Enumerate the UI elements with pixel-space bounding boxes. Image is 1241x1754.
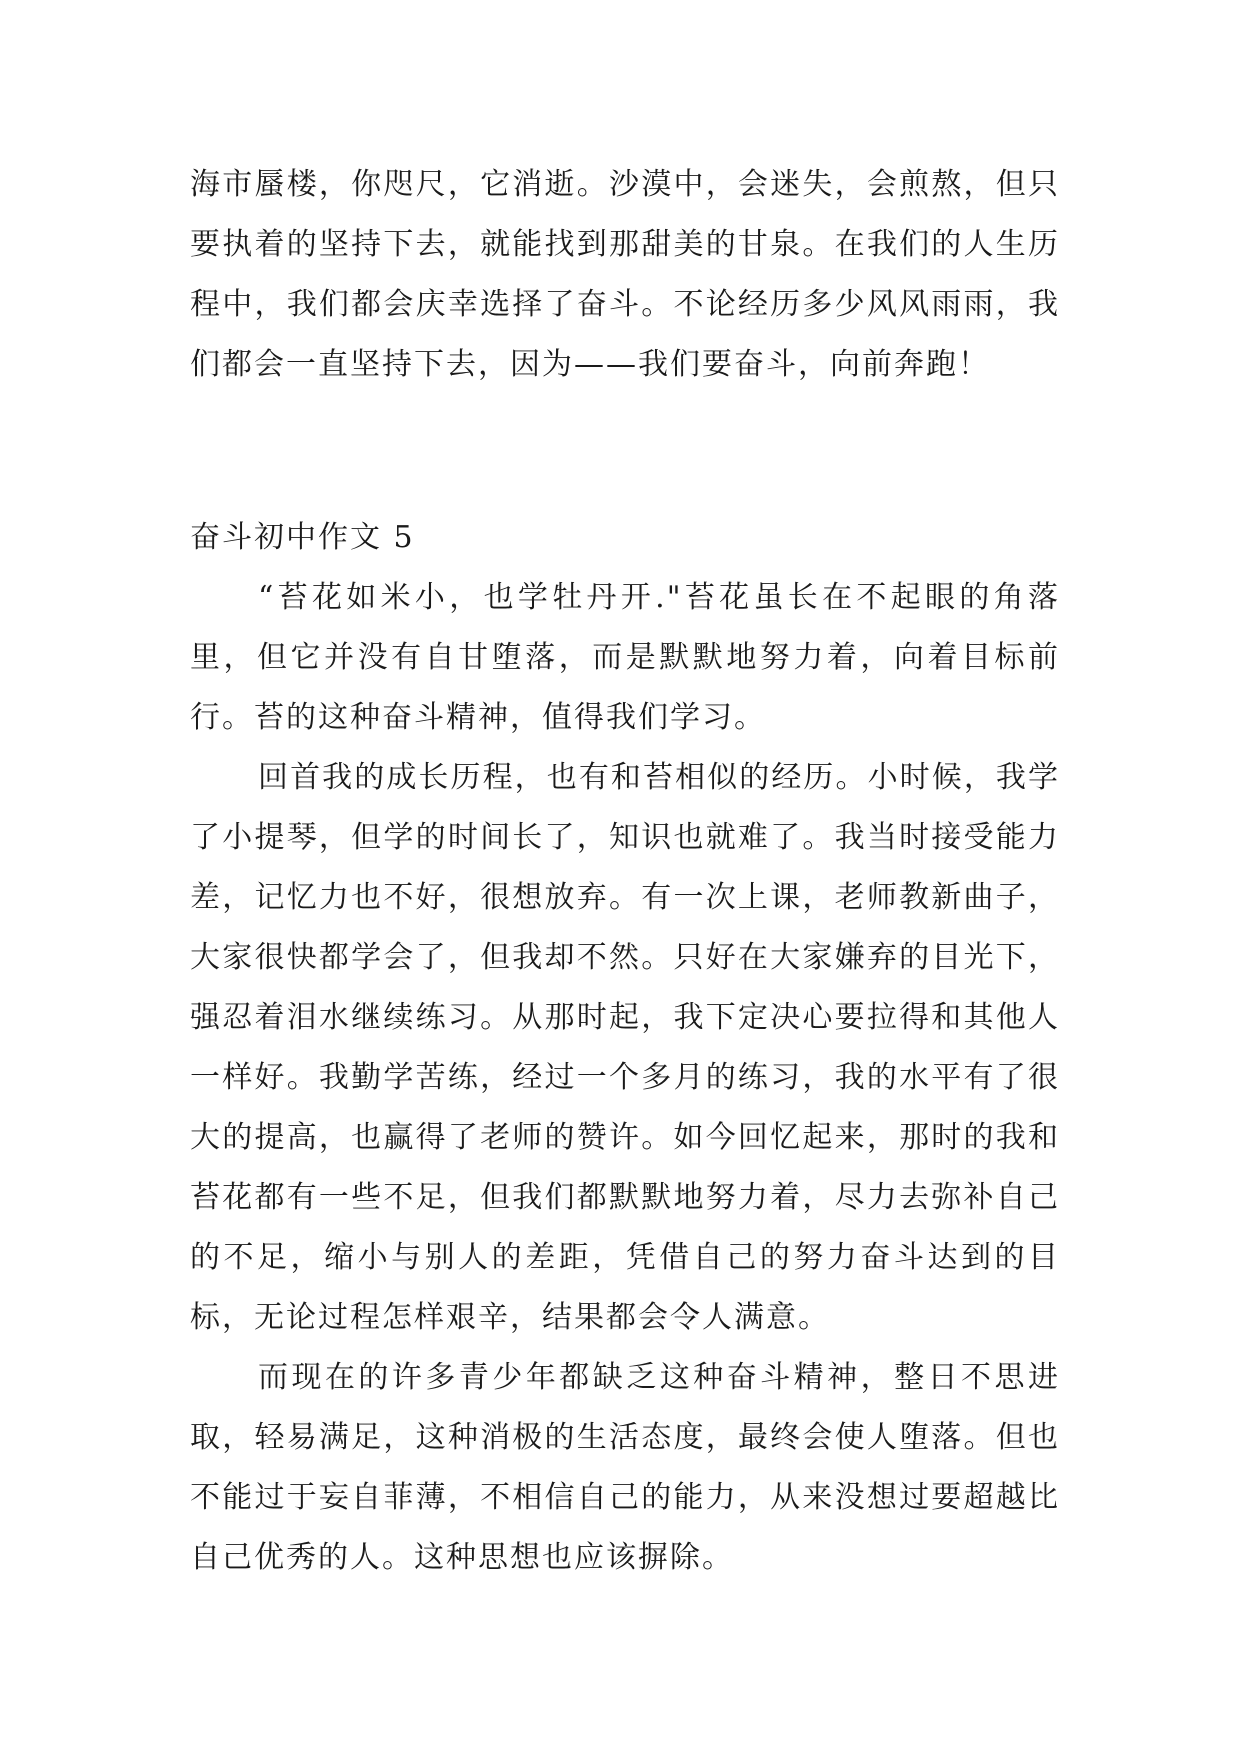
intro-paragraph: 海市蜃楼，你咫尺，它消逝。沙漠中，会迷失，会煎熬，但只要执着的坚持下去，就能找到那甜美的甘泉。在我们的人生历程中，我们都会庆幸选择了奋斗。不论经历多少风风雨雨，我们都会一直坚持下去，因为——我们要奋斗，向前奔跑！ <box>190 167 1060 382</box>
essay-body <box>190 568 1060 1588</box>
paragraph-1: “苔花如米小，也学牡丹开."苔花虽长在不起眼的角落里，但它并没有自甘堕落，而是默默地努力着，向着目标前行。苔的这种奋斗精神，值得我们学习。 <box>190 580 1060 735</box>
paragraph-3: 而现在的许多青少年都缺乏这种奋斗精神，整日不思进取，轻易满足，这种消极的生活态度，最终会使人堕落。但也不能过于妄自菲薄，不相信自己的能力，从来没想过要超越比自己优秀的人。这种思想也应该摒除。 <box>190 1360 1060 1575</box>
paragraph-2: 回首我的成长历程，也有和苔相似的经历。小时候，我学了小提琴，但学的时间长了，知识也就难了。我当时接受能力差，记忆力也不好，很想放弃。有一次上课，老师教新曲子，大家很快都学会了，但我却不然。只好在大家嫌弃的目光下，强忍着泪水继续练习。从那时起，我下定决心要拉得和其他人一样好。我勤学苦练，经过一个多月的练习，我的水平有了很大的提高，也赢得了老师的赞许。如今回忆起来，那时的我和苔花都有一些不足，但我们都默默地努力着，尽力去弥补自己的不足，缩小与别人的差距，凭借自己的努力奋斗达到的目标，无论过程怎样艰辛，结果都会令人满意。 <box>190 760 1060 1335</box>
section-title: 奋斗初中作文 5 <box>190 520 415 555</box>
